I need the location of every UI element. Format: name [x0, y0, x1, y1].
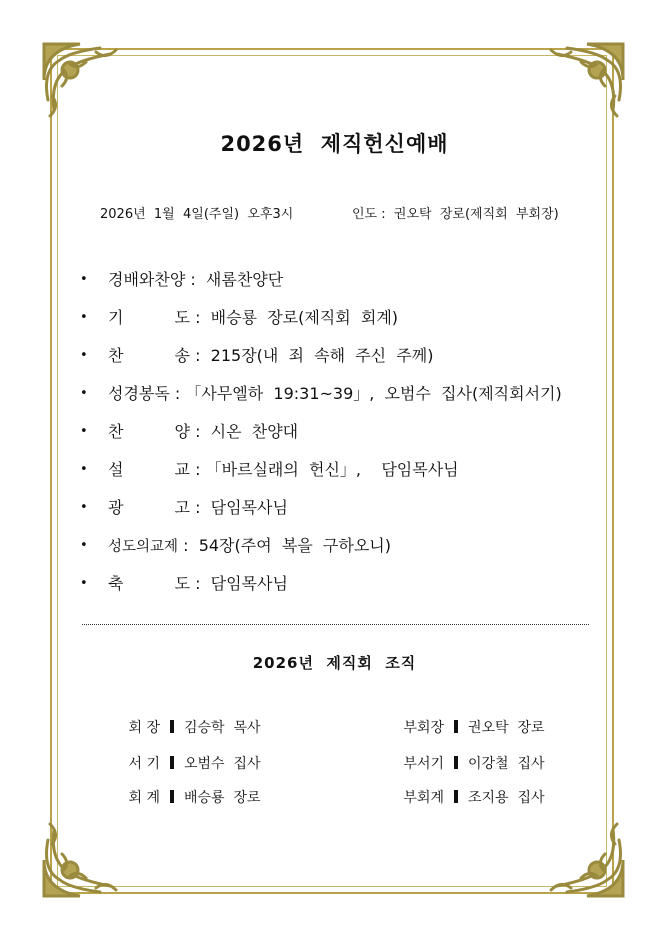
bullet: •	[80, 576, 88, 591]
separator-bar	[170, 756, 174, 769]
bullet: •	[80, 538, 88, 553]
corner-ornament-icon	[40, 818, 122, 900]
program-value: : 54장(주여 복을 구하오니)	[178, 536, 391, 555]
corner-ornament-icon	[545, 40, 627, 122]
program-label: 성경봉독	[108, 384, 170, 403]
program-item	[80, 303, 562, 341]
program-value: : 배승룡 장로(제직회 회계)	[190, 308, 399, 327]
org-entry: 서 기 오범수 집사	[128, 756, 261, 772]
org-title: 2026년 제직회 조직	[252, 654, 417, 672]
program-item	[80, 569, 562, 607]
separator-bar	[170, 720, 174, 733]
bullet: •	[80, 462, 88, 477]
corner-ornament-icon	[545, 818, 627, 900]
separator-bar	[454, 756, 458, 769]
program-item	[80, 379, 562, 417]
program-value: : 「사무엘하 19:31~39」, 오범수 집사(제직회서기)	[169, 384, 562, 403]
org-entry: 부회장 권오탁 장로	[403, 720, 545, 736]
program-item	[80, 455, 562, 493]
program-value: : 215장(내 죄 속해 주신 주께)	[190, 346, 434, 365]
program-item	[80, 417, 562, 455]
bullet: •	[80, 386, 88, 401]
program-label: 경배와찬양	[108, 270, 186, 289]
program-label: 찬 송	[108, 346, 190, 365]
program-list	[80, 265, 562, 607]
program-item	[80, 493, 562, 531]
bullet: •	[80, 348, 88, 363]
program-item	[80, 265, 562, 303]
org-entry: 회 장 김승학 목사	[128, 720, 261, 736]
service-datetime: 2026년 1월 4일(주일) 오후3시	[100, 207, 294, 222]
program-label: 기 도	[108, 308, 190, 327]
dotted-divider	[82, 624, 589, 625]
program-item	[80, 531, 562, 569]
org-entry: 부서기 이강철 집사	[403, 756, 545, 772]
program-label: 축 도	[108, 574, 190, 593]
separator-bar	[454, 790, 458, 803]
bullet: •	[80, 424, 88, 439]
program-item	[80, 341, 562, 379]
bullet: •	[80, 500, 88, 515]
program-value: : 「바르실래의 헌신」, 담임목사님	[190, 460, 459, 479]
org-entry: 회 계 배승룡 장로	[128, 790, 261, 806]
separator-bar	[454, 720, 458, 733]
program-label: 설 교	[108, 460, 190, 479]
service-leader: 인도 : 권오탁 장로(제직회 부회장)	[352, 207, 559, 222]
bullet: •	[80, 310, 88, 325]
page-title: 2026년 제직헌신예배	[220, 132, 449, 156]
corner-ornament-icon	[40, 40, 122, 122]
program-value: : 새롬찬양단	[185, 270, 284, 289]
program-label: 찬 양	[108, 422, 190, 441]
program-label: 성도의교제	[108, 539, 179, 555]
separator-bar	[170, 790, 174, 803]
program-value: : 담임목사님	[190, 498, 288, 517]
bullet: •	[80, 272, 88, 287]
org-entry: 부회계 조지용 집사	[403, 790, 545, 806]
program-label: 광 고	[108, 498, 190, 517]
program-value: : 담임목사님	[190, 574, 288, 593]
program-value: : 시온 찬양대	[190, 422, 299, 441]
